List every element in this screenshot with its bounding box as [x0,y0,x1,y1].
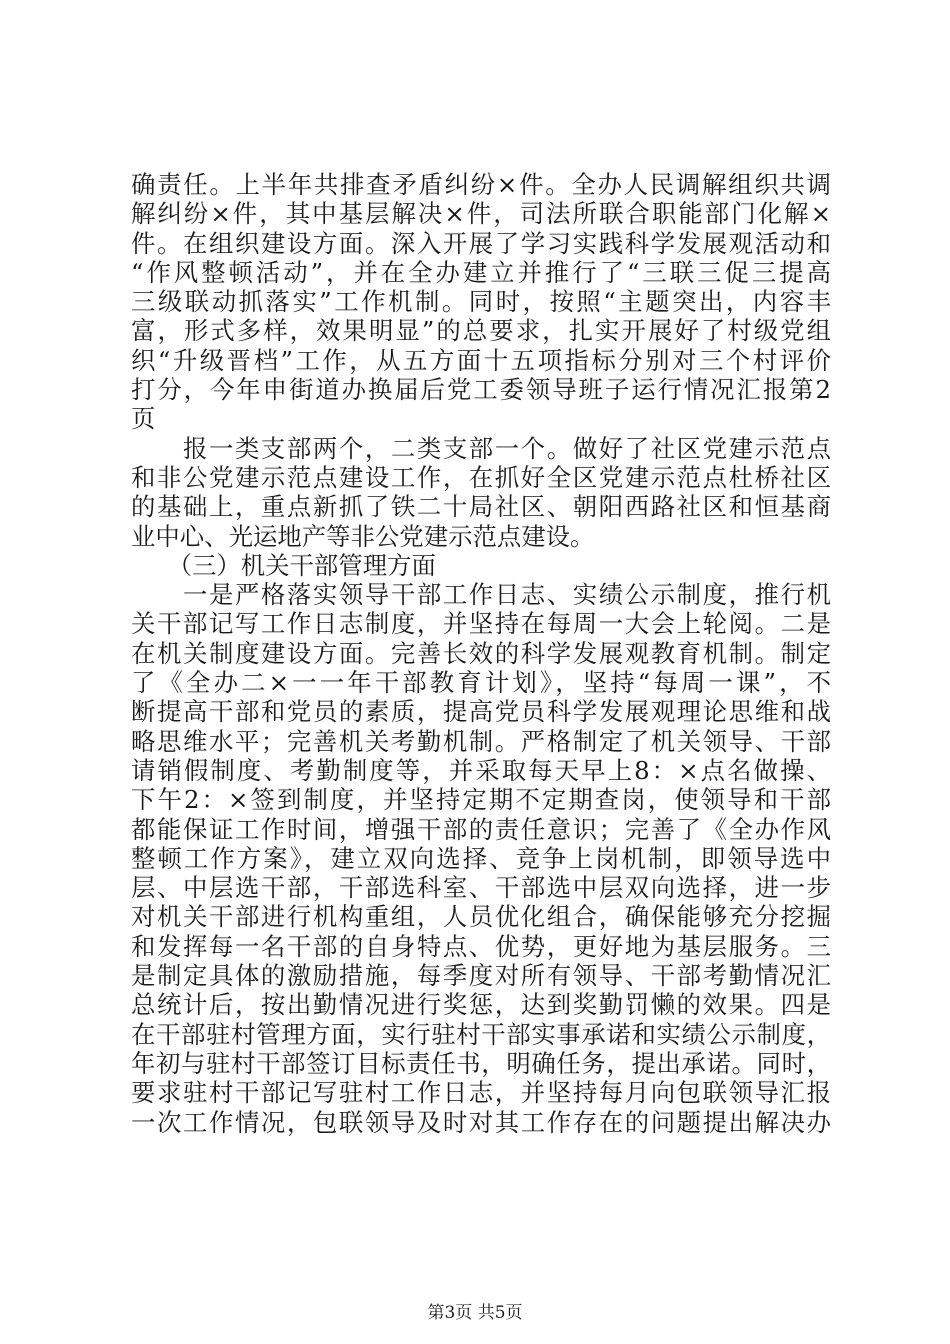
text-line: 和发挥每一名干部的自身特点、优势，更好地为基层服务。三 [131,931,831,961]
page-footer: 第3页 共5页 [427,1303,523,1323]
text-line: 略思维水平；完善机关考勤机制。严格制定了机关领导、干部 [131,726,831,756]
text-line: 打分，今年申街道办换届后党工委领导班子运行情况汇报第2 [131,375,831,405]
text-line: 一是严格落实领导干部工作日志、实绩公示制度，推行机 [131,580,831,610]
text-line: 织“升级晋档”工作，从五方面十五项指标分别对三个村评价 [131,345,831,375]
text-line: 业中心、光运地产等非公党建示范点建设。 [131,521,595,551]
text-line: 一次工作情况，包联领导及时对其工作存在的问题提出解决办 [131,1107,831,1137]
text-line: 整顿工作方案》，建立双向选择、竞争上岗机制，即领导选中 [131,843,831,873]
text-line: 在机关制度建设方面。完善长效的科学发展观教育机制。制定 [131,638,831,668]
text-line: 断提高干部和党员的素质，提高党员科学发展观理论思维和战 [131,697,831,727]
text-line: 三级联动抓落实”工作机制。同时，按照“主题突出，内容丰 [131,287,831,317]
text-line: 请销假制度、考勤制度等，并采取每天早上8：×点名做操、 [131,755,831,785]
text-line: 对机关干部进行机构重组，人员优化组合，确保能够充分挖掘 [131,902,831,932]
text-line: 年初与驻村干部签订目标责任书，明确任务，提出承诺。同时， [131,1048,831,1078]
text-line: 都能保证工作时间，增强干部的责任意识；完善了《全办作风 [131,814,831,844]
text-line: 关干部记写工作日志制度，并坚持在每周一大会上轮阅。二是 [131,609,831,639]
text-line: 报一类支部两个，二类支部一个。做好了社区党建示范点 [131,433,831,463]
text-line: 解纠纷×件，其中基层解决×件，司法所联合职能部门化解× [131,199,831,229]
text-line: 件。在组织建设方面。深入开展了学习实践科学发展观活动和 [131,228,831,258]
text-line: “作风整顿活动”，并在全办建立并推行了“三联三促三提高 [131,257,831,287]
text-line: 的基础上，重点新抓了铁二十局社区、朝阳西路社区和恒基商 [131,492,831,522]
text-line: 是制定具体的激励措施，每季度对所有领导、干部考勤情况汇 [131,961,831,991]
text-line: 在干部驻村管理方面，实行驻村干部实事承诺和实绩公示制度， [131,1019,831,1049]
text-line: 确责任。上半年共排查矛盾纠纷×件。全办人民调解组织共调 [131,170,831,199]
text-line: 页 [131,404,156,434]
text-line: 了《全办二×一一年干部教育计划》，坚持“每周一课”，不 [131,668,831,698]
text-line: 要求驻村干部记写驻村工作日志，并坚持每月向包联领导汇报 [131,1078,831,1108]
document-body [131,170,831,1137]
text-line: （三）机关干部管理方面 [131,550,436,580]
text-line: 总统计后，按出勤情况进行奖惩，达到奖勤罚懒的效果。四是 [131,990,831,1020]
text-line: 和非公党建示范点建设工作，在抓好全区党建示范点杜桥社区 [131,462,831,492]
text-line: 层、中层选干部，干部选科室、干部选中层双向选择，进一步 [131,873,831,903]
text-line: 下午2：×签到制度，并坚持定期不定期查岗，使领导和干部 [131,785,831,815]
text-line: 富，形式多样，效果明显”的总要求，扎实开展好了村级党组 [131,316,831,346]
